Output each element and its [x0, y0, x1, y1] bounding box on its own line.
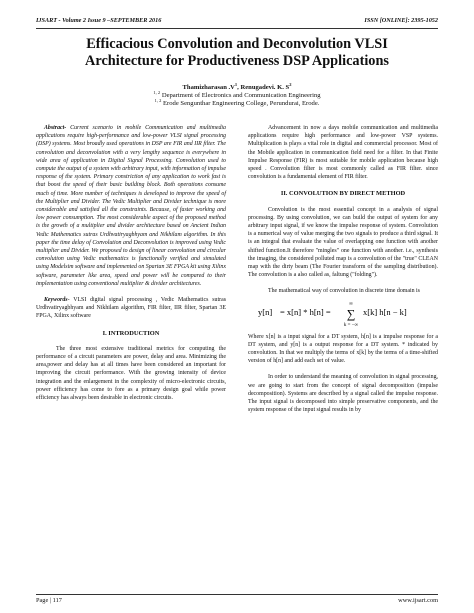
author-block: [36, 81, 438, 108]
section-heading-introduction: I. INTRODUCTION: [102, 329, 160, 337]
issn-info: ISSN [ONLINE]: 2395-1052: [364, 17, 438, 24]
eq-mid: = x[n] * h[n] =: [280, 306, 331, 317]
keywords: Keywords- VLSI digital signal processing , Vedic Mathematics sutras Urdhvatiryagbhyam and Nikhilam algorithm, FIR filter, IIR filter, Spartan 3E FPGA, Xilinx software: [36, 297, 226, 320]
journal-url: www.ijsart.com: [398, 597, 438, 604]
intro-paragraph: The three most extensive traditional metrics for computing the performance of a circuit parameters are power, delay and area. Minimizing the area,power and delay has at all times have been considered an important for improving the circuit performance. With the growing intensity of device integration and the enlargement in the complexity of micro-electronic circuits, power efficiency has come to fore as a primary design goal while power efficiency has always been desirable in electronic circuits.: [36, 345, 226, 402]
eq-lhs: y[n]: [258, 306, 273, 317]
eq-sum-symbol: ∑: [346, 306, 356, 321]
left-column: [36, 124, 226, 402]
journal-info: IJSART - Volume 2 Issue 9 –SEPTEMBER 2016: [36, 17, 162, 24]
convolution-equation: [248, 298, 438, 328]
abstract-label: Abstract-: [44, 125, 67, 131]
section-heading-convolution: II. CONVOLUTION BY DIRECT METHOD: [280, 190, 406, 198]
author-college: $^{1, 2}$ Erode Sengunthar Engineering College, Perundurai, Erode.: [154, 98, 320, 108]
author-department: $^{1, 2}$ Department of Electronics and Communication Engineering: [153, 89, 321, 100]
header-rule: [36, 28, 438, 29]
eq-rhs: x[k] h[n − k]: [363, 306, 407, 317]
right-paragraph-1: Advancement in now a days mobile communication and multimedia applications require high performance and low-power VSP systems. Multiplication is plays a vital role in digital and commercial processor. Most of the Mobile application in communication field need for a filter. In that Finite Impulse Response (FIR) is most suitable for mobile application because high speed . Convolution filter is most commonly called as FIR filter. since convolution is a fundamental element of FIR filter.: [248, 125, 438, 181]
title-line-1: Efficacious Convolution and Deconvolution VLSI: [86, 36, 388, 52]
eq-sum-top: ∞: [349, 300, 353, 307]
abstract: Abstract- Current scenario in mobile Communication and multimedia applications require high-performance and low-power VLSI signal processing (DSP) systems. Most broadly used operations in DSP are FIR and IIR filter. The convolution and deconvolution with a very lengthy sequence is everywhere in wide area of application in Digital Signal Processing. Convolution used to compute the output of a system with arbitrary input, with information of impulse response of the system. Primary constriction of any application to work fast is that boost the speed of their basic building block. Both operations consume much of time. More number of techniques is developed to improve the speed of the Multiplier and Divider. The Vedic Multiplier and Divider technique is more considerable and satisfied all the constraints. Because, of faster working and low power consumption. The most considerable aspect of the proposed method is the growth of a multiplier and divider architecture based on Ancient Indian Vedic Mathematics sutras Urdhvatiryagbhyam and Nikhilam algorithm. In this paper the time delay of Convolution and Deconvolution is improved using Vedic multiplier and Divider. We proposed to design of linear convolution and circular convolution using Vedic mathematics is functionally verified and simulated using Modelsim software and implemented on Spartan 3E FPGA kit using Xilinx software, parameter like area, speed and power will be compared to their implementation using conventional multiplier & divider architectures.: [36, 125, 226, 287]
author-names: Thamizharasan $.V^1$, Renugadevi. K. $S^2$: [182, 81, 292, 91]
convolution-paragraph-4: In order to understand the meaning of convolution in signal processing, we are going to start from the concept of signal decomposition (impulse decomposition). Systems are described by a signal called the impulse response. The input signal is decomposed into simple preservative components, and the system response of the input signal results in by: [248, 374, 438, 414]
keywords-label: Keywords: [44, 297, 68, 304]
footer-rule: [36, 594, 438, 595]
convolution-paragraph-2: The mathematical way of convolution in discrete time domain is: [268, 288, 420, 295]
convolution-paragraph-3: Where x[n] is a input signal for a DT system, h[n] is a impulse response for a DT system, and y[n] is a output response for a DT system. * indicated by convolution. In that we multiply the terms of x[k] by the terms of a time-shifted version of h[n] and add each set of value.: [248, 333, 438, 365]
page-number: Page | 117: [36, 597, 62, 604]
right-column: [248, 124, 438, 414]
convolution-paragraph-1: Convolution is the most essential concept in a analysis of signal processing. By using convolution, we can build the output of system for any arbitrary input signal, if we know the impulse response of system. Convolution is a numerical way of value merging the two signals to produce a third signal. It is an integral that evaluate the value of overlapping one function with another shifted function.It therefore "mingles" one function with another. i.e., synthesis the imaging, the considered polluted map is a convolution of the "true" CLEAN map with the dirty beam (The Fourier transform of the sampling distribution). The convolution is a also called as, faltung ("folding").: [248, 206, 438, 279]
page-footer: [36, 597, 438, 607]
eq-sum-bottom: k = −∞: [343, 322, 359, 328]
equation-graphic: [248, 298, 438, 328]
title-line-2: Architecture for Productiveness DSP Applications: [85, 53, 389, 69]
paper-title: [36, 36, 438, 70]
